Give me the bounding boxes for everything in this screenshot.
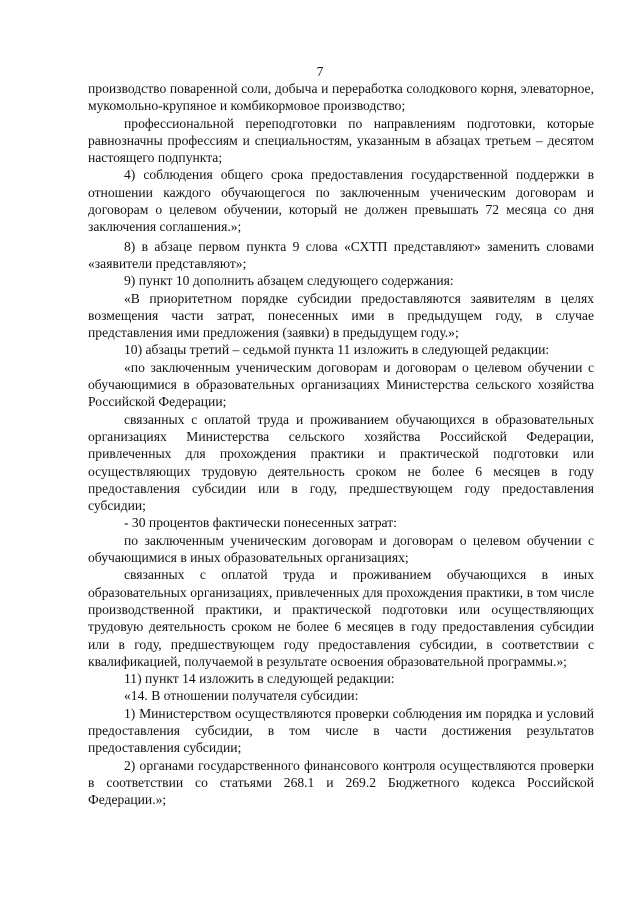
paragraph: 4) соблюдения общего срока предоставления государственной поддержки в отношении каждого обучающегося по заключенным ученическим договорам и договорам о целевом обучении, который не должен превышать 72 месяца со дня заключения соглашения.»; (88, 167, 594, 235)
paragraph: 8) в абзаце первом пункта 9 слова «СХТП представляют» заменить словами «заявители представляют»; (88, 238, 594, 271)
paragraph: «В приоритетном порядке субсидии предоставляются заявителям в целях возмещения части затрат, понесенных ими в предыдущем году, в случае представления ими предложения (заявки) в предыдущем году.»; (88, 290, 594, 341)
document-body (88, 80, 594, 808)
paragraph: 2) органами государственного финансового контроля осуществляются проверки в соответствии со статьями 268.1 и 269.2 Бюджетного кодекса Российской Федерации.»; (88, 757, 594, 808)
paragraph: «по заключенным ученическим договорам и договорам о целевом обучении с обучающимися в образовательных организациях Министерства сельского хозяйства Российской Федерации; (88, 359, 594, 410)
paragraph: производство поваренной соли, добыча и переработка солодкового корня, элеваторное, мукомольно-крупяное и комбикормовое производство; (88, 81, 594, 114)
paragraph: 9) пункт 10 дополнить абзацем следующего содержания: (124, 273, 454, 289)
paragraph: 1) Министерством осуществляются проверки соблюдения им порядка и условий предоставления субсидии, в том числе в части достижения результатов предоставления субсидии; (88, 705, 594, 756)
paragraph: по заключенным ученическим договорам и договорам о целевом обучении с обучающимися в иных образовательных организациях; (88, 532, 594, 566)
paragraph: 10) абзацы третий – седьмой пункта 11 изложить в следующей редакции: (124, 342, 550, 358)
paragraph: - 30 процентов фактически понесенных затрат: (124, 515, 397, 531)
paragraph: профессиональной переподготовки по направлениям подготовки, которые равнозначны профессиям и специальностям, указанным в абзацах третьем – десятом настоящего подпункта; (88, 115, 594, 166)
paragraph: 11) пункт 14 изложить в следующей редакции: (124, 671, 395, 687)
paragraph: связанных с оплатой труда и проживанием обучающихся в образовательных организациях Министерства сельского хозяйства Российской Федерации, привлеченных для прохождения практики и практической подготовки или осуществляющих трудовую деятельность сроком не более 6 месяцев в году предоставления субсидии или в году, предшествующем году предоставления субсидии; (88, 411, 594, 514)
paragraph: «14. В отношении получателя субсидии: (124, 688, 359, 704)
paragraph: связанных с оплатой труда и проживанием обучающихся в иных образовательных организациях, привлеченных для прохождения практики, в том числе производственной практики, и практической подготовки или осуществляющих трудовую деятельность сроком не более 6 месяцев в году предоставления субсидии или в году, предшествующем году предоставления субсидии, в соответствии с квалификацией, получаемой в результате освоения образовательной программы.»; (88, 567, 594, 669)
page-number: 7 (316, 64, 324, 79)
